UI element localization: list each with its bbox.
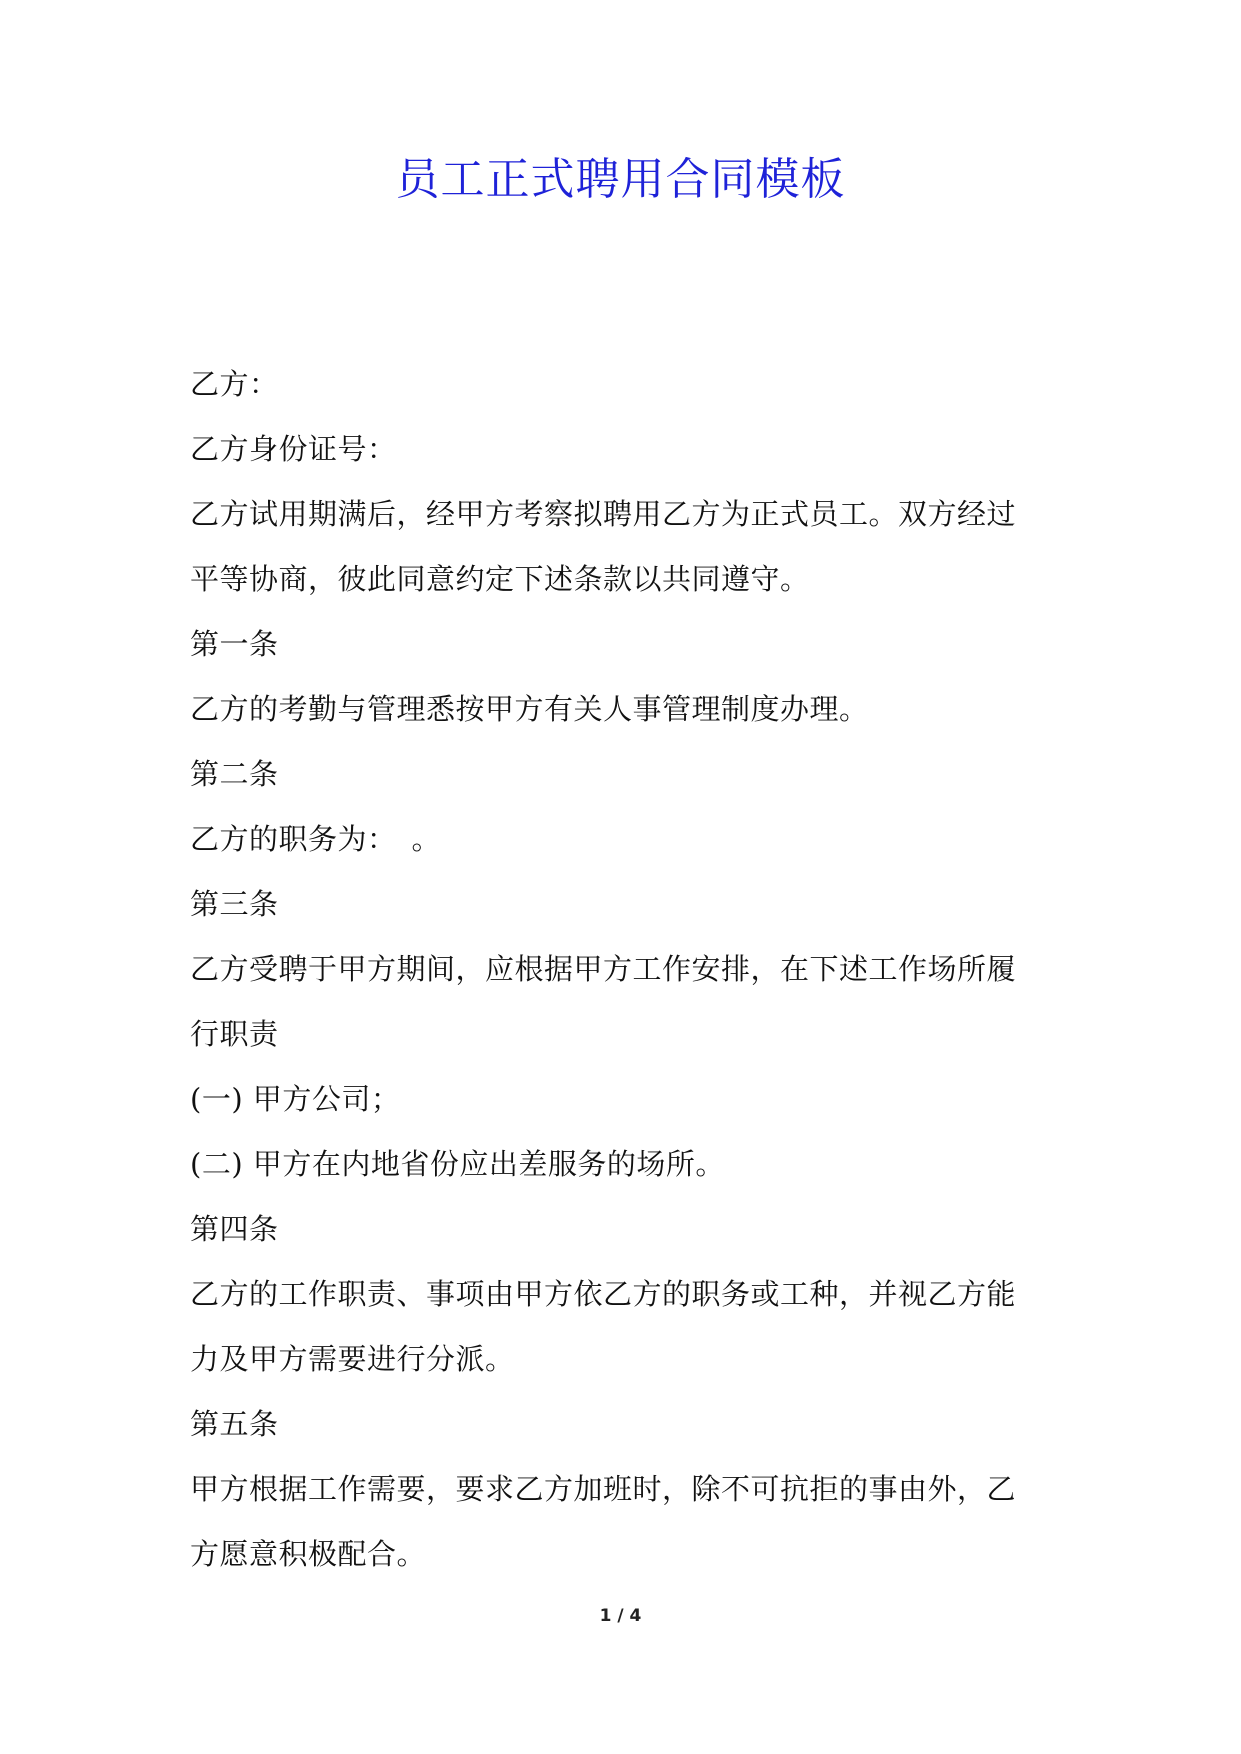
party-b-id-line: 乙方身份证号： [190, 432, 397, 466]
article-3-item-2: (二) 甲方在内地省份应出差服务的场所。 [190, 1147, 725, 1181]
article-4-heading: 第四条 [190, 1212, 279, 1246]
article-2-heading: 第二条 [190, 757, 279, 791]
article-3-heading: 第三条 [190, 887, 279, 921]
document-body [190, 352, 1070, 1587]
article-3-text-line-2: 行职责 [190, 1017, 279, 1051]
document-title: 员工正式聘用合同模板 [395, 154, 846, 205]
article-1-text: 乙方的考勤与管理悉按甲方有关人事管理制度办理。 [190, 692, 869, 726]
preamble-line-2: 平等协商，彼此同意约定下述条款以共同遵守。 [190, 562, 810, 596]
article-5-text-line-2: 方愿意积极配合。 [190, 1537, 427, 1571]
article-1-heading: 第一条 [190, 627, 279, 661]
article-3-text-line-1: 乙方受聘于甲方期间，应根据甲方工作安排，在下述工作场所履 [190, 952, 1017, 986]
article-5-text-line-1: 甲方根据工作需要，要求乙方加班时，除不可抗拒的事由外，乙 [190, 1472, 1017, 1506]
article-2-text: 乙方的职务为： 。 [190, 822, 442, 856]
article-4-text-line-2: 力及甲方需要进行分派。 [190, 1342, 515, 1376]
page-number: 1 / 4 [599, 1606, 642, 1626]
article-4-text-line-1: 乙方的工作职责、事项由甲方依乙方的职务或工种，并视乙方能 [190, 1277, 1017, 1311]
article-5-heading: 第五条 [190, 1407, 279, 1441]
party-b-line: 乙方： [190, 367, 279, 401]
preamble-line-1: 乙方试用期满后，经甲方考察拟聘用乙方为正式员工。双方经过 [190, 497, 1017, 531]
article-3-item-1: (一) 甲方公司； [190, 1082, 401, 1116]
